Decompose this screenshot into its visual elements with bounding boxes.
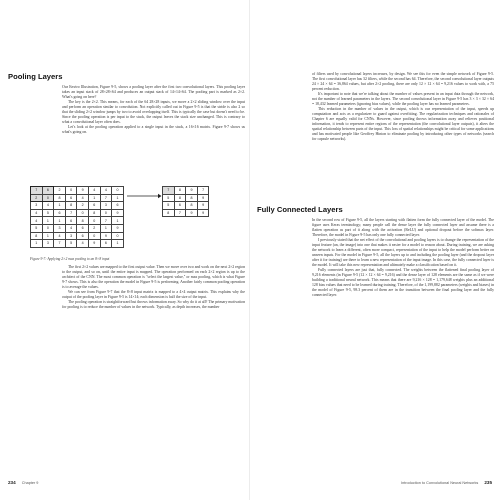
right-footer (401, 480, 492, 485)
matrix-cell: 0 (101, 210, 113, 218)
matrix-cell: 9 (198, 195, 210, 203)
mapping-arrow-icon (126, 192, 162, 200)
matrix-cell: 1 (89, 195, 101, 203)
pooling-explanation-text (62, 265, 245, 473)
matrix-cell: 6 (101, 240, 113, 248)
matrix-cell: 1 (112, 195, 124, 203)
matrix-cell: 1 (112, 217, 124, 225)
matrix-cell: 4 (66, 225, 78, 233)
paragraph: of filters used by convolutional layers increases, by design. We see this for even the simple network of Figure 9-5. The first convolutional layer has 32 filters, while the second has 64. Therefore, the second convolutional layer outputs 24 × 24 × 64 = 36,864 values, but after 2×2 pooling, there are only 12 × 12 × 64 = 9,216 values to work with, a 75 percent reduction. (312, 72, 494, 92)
matrix-cell: 3 (43, 240, 55, 248)
matrix-cell: 8 (175, 187, 187, 195)
section-heading-pooling: Pooling Layers (8, 72, 63, 81)
matrix-cell: 7 (54, 240, 66, 248)
matrix-cell: 6 (175, 202, 187, 210)
matrix-cell: 8 (186, 195, 198, 203)
paragraph: I previously stated that the net effect of the convolutional and pooling layers is to change the representation of the input feature (an, the image) into one that makes it easier for a model to reason about. During training, we are asking the network to learn a different, often more compact, representation of the input to help the model perform better on unseen inputs. For the model in Figure 9-5, all the layers up to and including the pooling layer (and the dropout layer after it for training) are there to learn a new representation of the input image. In this case, the fully connected layer is the model. It will take this new representation and ultimately make a classification based on it. (312, 238, 494, 268)
matrix-cell: 9 (112, 210, 124, 218)
paragraph: Our Enviro Illustration, Figure 9-5, shows a pooling layer after the first two convolutional layers. This pooling layer takes an input stack of 28×28×64 and produces an output stack of 14×14×64. The pooling part is marked as 2×2. What's going on here? (62, 85, 245, 100)
matrix-cell: 9 (198, 210, 210, 218)
matrix-cell: 8 (186, 202, 198, 210)
matrix-cell: 7 (31, 187, 43, 195)
matrix-cell: 3 (101, 202, 113, 210)
matrix-cell: 0 (43, 195, 55, 203)
matrix-cell: 2 (89, 225, 101, 233)
matrix-cell: 5 (43, 210, 55, 218)
matrix-cell: 9 (101, 233, 113, 241)
paragraph: This reduction in the number of values in the output, which is our representation of the input, speeds up computation and acts as a regularizer to guard against overfitting. The regularization techniques and rationales of Chapter 6 are equally valid for CNNs. However, since pooling throws information away and relieves positional information, it tends to represent entire regions of the representation (the convolutional layer outputs), it alters the spatial relationship between parts of the input. This loss of spatial relationships might be critical for some applications and has motivated people like Geoffrey Hinton to eliminate pooling by introducing other types of networks (search for capsule networks). (312, 107, 494, 142)
matrix-cell: 9 (186, 187, 198, 195)
matrix-cell: 9 (89, 240, 101, 248)
paragraph: Fully connected layers are just that, fully connected. The weights between the flattened final pooling layer of 9,216 elements (in Figure 9-5 (12 × 12 × 64 = 9,216) and the dense layer of 128 elements are the same as if we were building a traditional neural network. This means that there are 9,216 × 128 = 1,179,648 weights plus an additional 128 bias values that need to be learned during training. Therefore, of the 1,199,882 parameters (weights and biases) in the model of Figure 9-5, 98.3 percent of them are in the transition between the final pooling layer and the fully connected layer. (312, 268, 494, 298)
matrix-cell: 5 (31, 225, 43, 233)
matrix-cell: 4 (31, 210, 43, 218)
matrix-cell: 4 (101, 187, 113, 195)
matrix-cell: 7 (198, 187, 210, 195)
paragraph: Let's look at the pooling operation applied to a single input in the stack, a 16×16 matrix. Figure 9-7 shows us what's going on. (62, 125, 245, 135)
paragraph: We can see from Figure 9-7 that the 8×8 input matrix is mapped to a 4×4 output matrix. This explains why the output of the pooling layer in Figure 9-5 is 14×14; each dimension is half the size of the input. (62, 290, 245, 300)
matrix-cell: 2 (77, 202, 89, 210)
matrix-cell: 2 (54, 187, 66, 195)
matrix-cell: 1 (112, 240, 124, 248)
paragraph: The first 2×2 values are mapped to the first output value. Then we move over two and work on the next 2×2 region to the output, and so on, until the entire input is mapped. The operation performed on each 2×2 region is up to the architect of the CNN. The most common operation is "select the largest value," or max pooling, which is what Figure 9-7 shows. This is also the operation the model in Figure 9-5 is performing. Another fairly common pooling operation is to average the values. (62, 265, 245, 290)
matrix-cell: 1 (101, 225, 113, 233)
matrix-cell: 5 (163, 195, 175, 203)
matrix-cell: 1 (54, 202, 66, 210)
matrix-cell: 6 (89, 202, 101, 210)
matrix-cell: 7 (163, 187, 175, 195)
matrix-cell: 8 (175, 195, 187, 203)
matrix-cell: 0 (112, 187, 124, 195)
output-matrix (162, 186, 209, 217)
matrix-cell: 5 (163, 202, 175, 210)
matrix-cell: 6 (43, 187, 55, 195)
matrix-cell: 4 (77, 195, 89, 203)
matrix-cell: 0 (112, 233, 124, 241)
right-page-number: 235 (484, 480, 492, 485)
matrix-cell: 4 (54, 233, 66, 241)
matrix-cell: 0 (89, 217, 101, 225)
paragraph: In the second row of Figure 9-5, all the layers starting with flatten form the fully connected layer of the model. The figure uses Keras terminology; many people call the dense layer the fully connected layer and assume there is a flatten operation as part of it along with the activation (ReLU) and optional dropout before the softmax layer. Therefore, the model in Figure 9-5 has only one fully connected layer. (312, 218, 494, 238)
matrix-cell: 7 (101, 217, 113, 225)
matrix-cell: 4 (31, 217, 43, 225)
matrix-cell: 1 (31, 240, 43, 248)
matrix-cell: 8 (66, 202, 78, 210)
matrix-cell: 2 (31, 195, 43, 203)
matrix-cell: 3 (54, 225, 66, 233)
figure-caption: Figure 9-7: Applying 2×2 max pooling to an 8×8 input (30, 257, 110, 261)
matrix-cell: 0 (66, 187, 78, 195)
matrix-cell: 0 (43, 225, 55, 233)
matrix-cell: 4 (77, 240, 89, 248)
paragraph: The pooling operation is straightforward but throws information away. So why do it at all? The primary motivation for pooling is to reduce the number of values in the network. Typically, as depth increases, the number (62, 300, 245, 310)
section-heading-fully-connected: Fully Connected Layers (257, 205, 343, 214)
matrix-cell: 6 (66, 195, 78, 203)
matrix-cell: 3 (66, 233, 78, 241)
matrix-cell: 4 (43, 202, 55, 210)
paragraph: The key is the 2×2. This means, for each of the 64 28×28 inputs, we move a 2×2 sliding window over the input and perform an operation similar to convolution. Not explicitly called out in Figure 9-5 is that the stride is also 2 so that the sliding 2×2 window jumps by two to avoid overlapping itself. This is typically the case but doesn't need to be. Since the pooling operation is per input to the stack, the output leaves the stack size unchanged. This is contrary to what a convolutional layer often does. (62, 100, 245, 125)
matrix-cell: 5 (66, 240, 78, 248)
matrix-cell: 6 (77, 225, 89, 233)
matrix-cell: 7 (175, 210, 187, 218)
paragraph: It's important to note that we're talking about the number of values present in an input data through the network, not the number of learned parameters in the layers. The second convolutional layer in Figure 9-5 has 3 × 3 × 32 × 64 = 18,432 learned parameters (ignoring bias values), while the pooling layer has no learned parameters. (312, 92, 494, 107)
matrix-cell: 8 (77, 217, 89, 225)
left-footer (8, 480, 38, 485)
matrix-cell: 1 (43, 233, 55, 241)
fully-connected-text (312, 218, 494, 428)
matrix-cell: 9 (112, 225, 124, 233)
matrix-cell: 6 (66, 217, 78, 225)
pooling-intro-text (62, 85, 245, 183)
matrix-cell: 8 (31, 233, 43, 241)
matrix-cell: 7 (66, 210, 78, 218)
pooling-window-highlight (30, 186, 54, 202)
left-page-number: 234 (8, 480, 16, 485)
matrix-cell: 9 (186, 210, 198, 218)
right-running-head: Introduction to Convolutional Neural Networks (401, 481, 479, 485)
matrix-cell: 9 (77, 187, 89, 195)
pooling-continued-text (312, 72, 494, 198)
matrix-cell: 0 (77, 210, 89, 218)
matrix-cell: 8 (163, 210, 175, 218)
left-running-head: Chapter 9 (21, 481, 39, 485)
matrix-cell: 1 (43, 217, 55, 225)
matrix-cell: 6 (54, 210, 66, 218)
matrix-cell: 7 (101, 195, 113, 203)
max-pooling-figure (30, 186, 220, 250)
right-page (250, 0, 500, 500)
matrix-cell: 1 (54, 217, 66, 225)
matrix-cell: 4 (89, 187, 101, 195)
matrix-cell: 8 (89, 210, 101, 218)
matrix-cell: 3 (31, 202, 43, 210)
matrix-cell: 6 (112, 202, 124, 210)
matrix-cell: 0 (89, 233, 101, 241)
matrix-cell: 9 (198, 202, 210, 210)
matrix-cell: 8 (54, 195, 66, 203)
matrix-cell: 6 (77, 233, 89, 241)
